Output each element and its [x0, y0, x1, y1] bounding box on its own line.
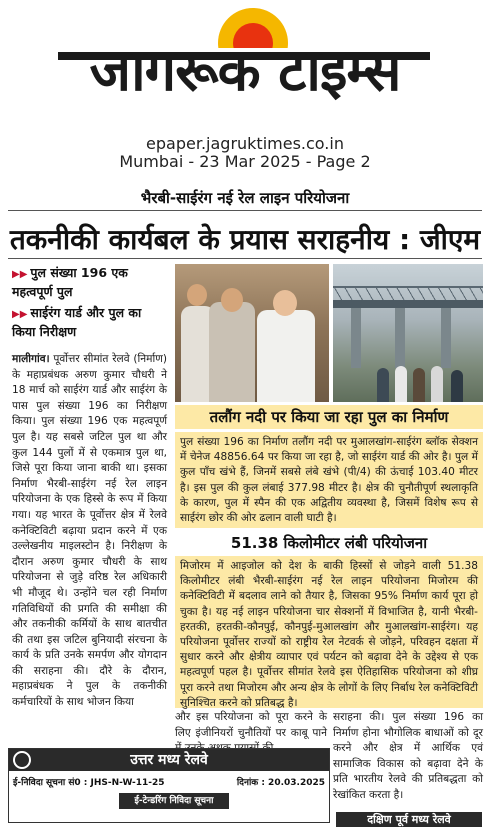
masthead	[0, 0, 490, 170]
box2-text: मिजोरम में आइजोल को देश के बाकी हिस्सों से जोड़ने वाली 51.38 किलोमीटर लंबी भैरबी-साईरंग नई रेल लाइन परियोजना मिजोरम की कनेक्टिविटी में बदलाव लाने को तैयार है, जिसका 95% निर्माण कार्य पूरा हो चुका है। यह नई लाइन परियोजना चार सेक्शनों में विभाजित है, यानी भैरबी-हरतकी, हरतकी-कौनपुई, कौनपुई-मुआलखांग और मुआलखांग-साईरंग। यह परियोजना पूर्वोत्तर राज्यों को राष्ट्रीय रेल नेटवर्क से जोड़ने, परिवहन दक्षता में सुधार करने और क्षेत्रीय व्यापार एवं पर्यटन को बढ़ावा देने के उद्देश्य से एक महत्वपूर्ण पहल है। पूर्वोत्तर सीमांत रेलवे इस ऐतिहासिक परियोजना को शीघ्र पूरा करने तथा मिजोरम और अन्य क्षेत्र के लोगों के लिए निर्बाध रेल कनेक्टिविटी सुनिश्चित करने को प्रतिबद्ध है।	[175, 556, 483, 708]
notice-date: दिनांक : 20.03.2025	[236, 778, 325, 788]
person-figure	[209, 302, 255, 402]
box1-text: पुल संख्या 196 का निर्माण तलौंग नदी पर मुआलखांग-साईरंग ब्लॉक सेक्शन में चेनेज 48856.64 पर किया जा रहा है, जो साईरंग यार्ड की ओर है। पुल में कुल पाँच खंभे हैं, जिनमें सबसे लंबे खंभे (पी/4) की ऊंचाई 103.40 मीटर है। इस पुल की कुल लंबाई 377.98 मीटर है। क्षेत्र की चुनौतीपूर्ण स्थलाकृति के कारण, पुल में स्पैन की एक अद्वितीय व्यवस्था है, जिसमें विशेष रूप से साईरंग छोर की ओर ढलान वाली घाटी है।	[175, 432, 483, 528]
person-figure	[257, 310, 315, 402]
person-figure	[413, 368, 425, 402]
body-text: पूर्वोत्तर सीमांत रेलवे (निर्माण) के महाप्रबंधक अरुण कुमार चौधरी ने 18 मार्च को साईरंग यार्ड और साईरंग के पास पुल संख्या 196 का निरीक्षण किया। पुल संख्या 196 एक महत्वपूर्ण पुल है। यह सबसे जटिल पुल था और कुल 144 पुलों में से एकमात्र पुल था, जिसे पूरा किया जाना बाकी था। इसका निर्माण भैरबी-साईरंग नई रेल लाइन परियोजना के एक हिस्से के रूप में किया गया। यह भारत के पूर्वोत्तर क्षेत्र में रेलवे कनेक्टिविटी बढ़ाया प्रदान करने में एक उल्लेखनीय माइलस्टोन है। निरीक्षण के दौरान अरुण कुमार चौधरी के साथ परियोजना से जुड़े वरिष्ठ रेल अधिकारी भी मौजूद थे। उन्होंने चल रही निर्माण गतिविधियों की प्रगति की समीक्षा की और तकनीकी कर्मियों के साथ बातचीत की तथा इस जटिल बुनियादी संरचना के कार्य के प्रति उनके समर्पण और योगदान की सराहना की। दौरे के दौरान, महाप्रबंधक ने पुल के तकनीकी कर्मचारियों के साथ भोजन किया	[12, 353, 168, 709]
notice-details	[13, 775, 325, 788]
person-figure	[451, 370, 463, 402]
box1-title: तलौंग नदी पर किया जा रहा पुल का निर्माण	[175, 405, 483, 429]
newspaper-logo: जागरूक टाइम्स	[89, 39, 401, 104]
photo-officials	[175, 264, 329, 402]
bridge-pier	[395, 308, 405, 368]
person-figure	[395, 366, 407, 402]
article-body-left	[12, 352, 167, 711]
bullet-item: ▶▶ पुल संख्या 196 एक महत्वपूर्ण पुल	[12, 265, 128, 299]
notice-header: उत्तर मध्य रेलवे	[9, 749, 329, 771]
article-headline: तकनीकी कार्यबल के प्रयास सराहनीय : जीएम	[9, 223, 481, 256]
bridge-deck	[333, 300, 483, 308]
person-head	[221, 288, 243, 312]
person-head	[273, 290, 297, 316]
article-kicker: भैरबी-साईरंग नई रेल लाइन परियोजना	[140, 189, 350, 207]
person-figure	[377, 368, 389, 402]
bullet-item: ▶▶ साईरंग यार्ड और पुल का किया निरीक्षण	[12, 305, 142, 339]
bridge-pier	[351, 308, 361, 368]
bridge-pier	[441, 308, 451, 368]
person-head	[187, 284, 207, 306]
person-figure	[431, 366, 443, 402]
e-tender-tag: ई-टेन्डरिंग निविदा सूचना	[119, 793, 229, 809]
double-arrow-icon: ▶▶	[12, 309, 28, 320]
double-arrow-icon: ▶▶	[12, 269, 28, 280]
article-body-middle: और इस परियोजना को पूरा करने के लिए इंजीनियरों चुनौतियों पर काबू पाने	[175, 711, 327, 739]
railway-emblem-icon	[13, 751, 31, 769]
tender-number: ई-निविदा सूचना सं0 : JHS-N-W-11-25	[13, 778, 165, 788]
railway-notice-secondary: दक्षिण पूर्व मध्य रेलवे	[336, 812, 482, 827]
website-url[interactable]: epaper.jagruktimes.co.in	[146, 134, 344, 153]
edition-line: Mumbai - 23 Mar 2025 - Page 2	[119, 152, 371, 171]
divider	[8, 258, 482, 259]
dateline: मालीगांव।	[12, 353, 50, 365]
box2-title: 51.38 किलोमीटर लंबी परियोजना	[175, 532, 483, 554]
article-body-right: सराहना की। पुल संख्या 196 का निर्माण होना भौगोलिक बाधाओं को दूर करने और क्षेत्र में आर्थिक एवं सामाजिक विकास को बढ़ावा देने के प्रति भारतीय रेलवे की प्रतिबद्धता को रेखांकित करता है।	[333, 711, 483, 801]
railway-tender-notice	[8, 748, 330, 823]
highlight-bullets	[12, 264, 167, 344]
divider	[8, 210, 482, 211]
photo-bridge-inspection	[333, 264, 483, 402]
